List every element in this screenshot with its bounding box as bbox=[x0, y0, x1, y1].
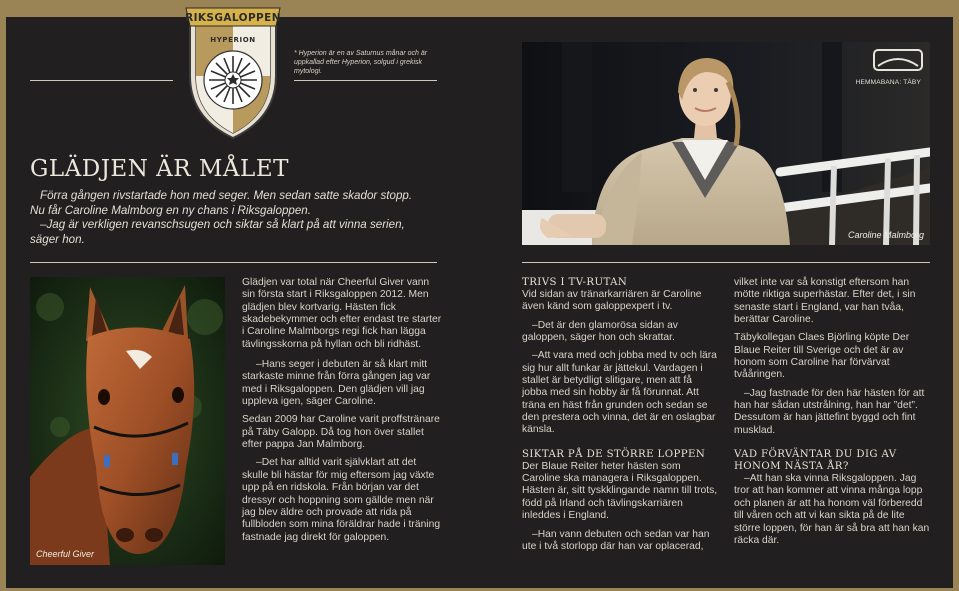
article-column-3 bbox=[734, 277, 931, 553]
col2-paragraph: –Det är den glamorösa sidan av galoppen, säger hon och skrattar. bbox=[522, 319, 678, 344]
divider-under-lead bbox=[30, 262, 437, 263]
col2-paragraph: –Att vara med och jobba med tv och lära sig hur allt funkar är jättekul. Vardagen i stallet är betydligt slitigare, men att få jobba med sin hobby är få förunnat. Att träna en häst från grunden och sedan se den prestera och vinna, det är en oslagbar känsla. bbox=[522, 350, 717, 436]
article-column-2 bbox=[522, 277, 719, 559]
article-column-1 bbox=[242, 277, 442, 550]
article-headline: GLÄDJEN ÄR MÅLET bbox=[30, 156, 289, 182]
subheading-bigger-races: SIKTAR PÅ DE STÖRRE LOPPEN bbox=[522, 448, 706, 460]
home-track-label: HEMMABANA: TÄBY bbox=[855, 79, 921, 86]
col3-paragraph: –Att han ska vinna Riksgaloppen. Jag tror att han kommer att vinna många lopp och planen är att ha honom väl förberedd till våren och att vi kan sikta på de lite större loppen, för han är så bra att han kan räcka där. bbox=[734, 473, 930, 546]
caroline-photo bbox=[522, 42, 930, 245]
col1-paragraph: –Hans seger i debuten är så klart mitt starkaste minne från förra gången jag var med i Riksgaloppen. Den glädjen vill jag uppleva igen, säger Caroline. bbox=[242, 359, 431, 408]
horse-photo bbox=[30, 277, 225, 565]
page-frame-right bbox=[953, 0, 959, 591]
footnote: * Hyperion är en av Saturnus månar och är uppkallad efter Hyperion, solgud i grekisk mytologi. bbox=[294, 50, 428, 75]
badge-inner-text: HYPERION bbox=[210, 36, 256, 44]
riksgaloppen-hyperion-badge bbox=[182, 6, 284, 139]
col2-paragraph: Vid sidan av tränarkarriären är Caroline även känd som galoppexpert i tv. bbox=[522, 289, 702, 313]
col3-paragraph: vilket inte var så konstigt eftersom han mötte riktiga superhästar. Efter det, i sin senaste start i England, var han tvåa, berättar Caroline. bbox=[734, 277, 916, 326]
divider-top-mid bbox=[294, 80, 437, 81]
divider-right-columns bbox=[522, 262, 930, 263]
col1-paragraph: Sedan 2009 har Caroline varit proffstränare på Täby Galopp. Då tog hon över stallet efter pappa Jan Malmborg. bbox=[242, 414, 440, 451]
lead-text-1: Förra gången rivstartade hon med seger. Men sedan satte skador stopp. Nu får Caroline Malmborg en ny chans i Riksgaloppen. bbox=[30, 189, 413, 217]
badge-top-text: RIKSGALOPPEN bbox=[185, 12, 281, 24]
col1-paragraph: Glädjen var total när Cheerful Giver vann sin första start i Riksgaloppen 2012. Men glädjen blev kortvarig. Hästen fick skadebekymmer och efter endast tre starter i Caroline Malmborgs regi fick han lägga tävlingsskorna på hyllan och bli ridhäst. bbox=[242, 277, 442, 350]
subheading-tv: TRIVS I TV-RUTAN bbox=[522, 277, 628, 288]
lead-text-2: –Jag är verkligen revanschsugen och siktar så klart på att vinna serien, säger hon. bbox=[30, 218, 405, 247]
horse-photo-caption: Cheerful Giver bbox=[36, 549, 95, 559]
col3-paragraph: –Jag fastnade för den här hästen för att han har sådan utstrålning, han har ”det”. Dessutom är han jättefint byggd och fint musklad. bbox=[734, 387, 925, 436]
divider-top-left bbox=[30, 80, 173, 81]
col1-paragraph: –Det har alltid varit självklart att det skulle bli hästar för mig eftersom jag växte upp på en ridskola. Från början var det dressyr och hoppning som gällde men när jag blev äldre och provade att rida på fullbloden som mina föräldrar hade i träning fastnade jag direkt för galoppen. bbox=[242, 457, 441, 543]
page-frame-top bbox=[0, 0, 959, 17]
page-frame-left bbox=[0, 0, 6, 591]
caroline-photo-caption: Caroline Malmborg bbox=[847, 230, 924, 240]
subheading-expectations: VAD FÖRVÄNTAR DU DIG AV HONOM NÄSTA ÅR? bbox=[734, 449, 897, 473]
col3-paragraph: Täbykollegan Claes Björling köpte Der Blaue Reiter till Sverige och det är av honom som Caroline har förvärvat tvååringen. bbox=[734, 332, 910, 381]
col2-paragraph: –Han vann debuten och sedan var han ute i två storlopp där han var oplacerad, bbox=[522, 528, 710, 552]
lead-paragraph bbox=[30, 189, 430, 248]
col2-paragraph: Der Blaue Reiter heter hästen som Caroline ska managera i Riksgaloppen. Hästen är, sitt tyskklingande namn till trots, född på Irland och tävlingskarriären inleddes i England. bbox=[522, 460, 718, 522]
